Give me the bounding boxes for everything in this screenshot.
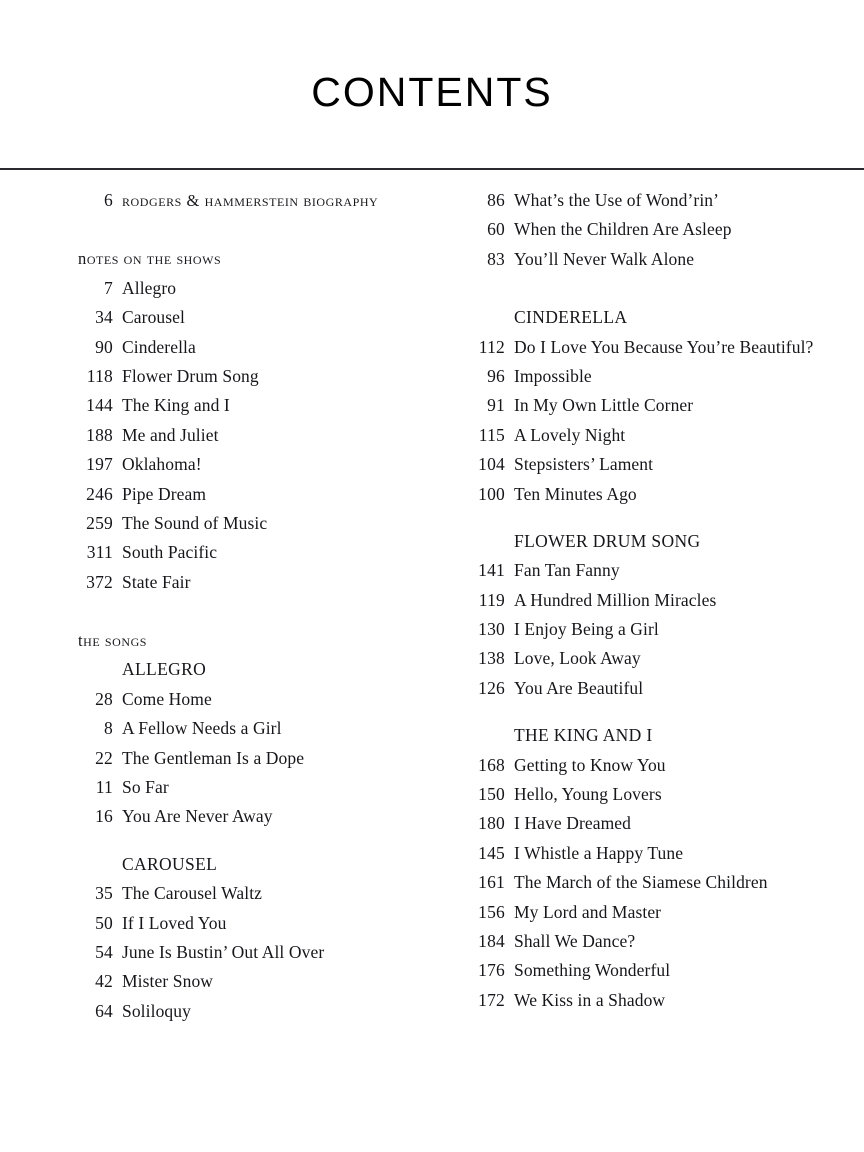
entry-label: South Pacific — [122, 542, 218, 563]
entry-label: I Have Dreamed — [514, 813, 632, 834]
list-item[interactable] — [60, 714, 440, 743]
page-number: 28 — [95, 688, 113, 709]
page-number: 246 — [86, 483, 113, 504]
list-item[interactable] — [452, 751, 842, 780]
list-item[interactable] — [452, 644, 842, 673]
list-item[interactable] — [452, 586, 842, 615]
show-heading-allegro: ALLEGRO — [122, 659, 207, 680]
page-number: 197 — [86, 454, 113, 475]
entry-label: My Lord and Master — [514, 901, 662, 922]
spacer — [60, 597, 440, 626]
page-number: 119 — [478, 589, 505, 610]
page-number: 16 — [95, 806, 113, 827]
list-item[interactable] — [60, 450, 440, 479]
list-item[interactable] — [60, 391, 440, 420]
list-item[interactable] — [60, 568, 440, 597]
list-item[interactable] — [452, 956, 842, 985]
section-heading-notes-on-the-shows: notes on the shows — [78, 249, 222, 269]
list-item[interactable] — [452, 809, 842, 838]
list-item[interactable] — [60, 773, 440, 802]
entry-label: Me and Juliet — [122, 424, 219, 445]
list-item[interactable] — [60, 274, 440, 303]
song-list-carousel-continued — [452, 186, 842, 274]
list-item[interactable] — [60, 362, 440, 391]
show-heading-carousel: CAROUSEL — [122, 853, 218, 874]
entry-label: You Are Beautiful — [514, 677, 644, 698]
list-item[interactable] — [60, 967, 440, 996]
entry-label: I Enjoy Being a Girl — [514, 619, 659, 640]
spacer — [452, 509, 842, 527]
page-number: 156 — [478, 901, 505, 922]
entry-label: A Fellow Needs a Girl — [122, 718, 282, 739]
entry-label: A Lovely Night — [514, 424, 626, 445]
list-item[interactable] — [452, 868, 842, 897]
list-item[interactable] — [452, 215, 842, 244]
list-item[interactable] — [452, 927, 842, 956]
list-item[interactable] — [60, 421, 440, 450]
page-number: 35 — [95, 883, 113, 904]
list-item[interactable] — [60, 685, 440, 714]
page-number: 130 — [478, 619, 505, 640]
page-number: 8 — [104, 718, 113, 739]
entry-label: Allegro — [122, 277, 177, 298]
list-item[interactable] — [60, 303, 440, 332]
entry-label: Fan Tan Fanny — [514, 560, 620, 581]
list-item[interactable] — [452, 898, 842, 927]
entry-label: rodgers & hammerstein biography — [122, 191, 379, 210]
toc-entry-biography[interactable] — [60, 186, 440, 215]
entry-label: Carousel — [122, 307, 186, 328]
page-number: 172 — [478, 989, 505, 1010]
page-number: 34 — [95, 307, 113, 328]
entry-label: Oklahoma! — [122, 454, 202, 475]
page-number: 22 — [95, 747, 113, 768]
list-item[interactable] — [452, 556, 842, 585]
entry-label: Do I Love You Because You’re Beautiful? — [514, 336, 814, 357]
entry-label: Stepsisters’ Lament — [514, 454, 654, 475]
entry-label: Impossible — [514, 365, 592, 386]
list-item[interactable] — [452, 615, 842, 644]
notes-list — [60, 274, 440, 597]
entry-label: So Far — [122, 777, 169, 798]
list-item[interactable] — [60, 997, 440, 1026]
show-heading-the-king-and-i: THE KING AND I — [514, 725, 653, 746]
page-number: 180 — [478, 813, 505, 834]
page-number: 104 — [478, 454, 505, 475]
list-item[interactable] — [452, 780, 842, 809]
song-list-flower-drum-song — [452, 556, 842, 703]
list-item[interactable] — [452, 986, 842, 1015]
page-number: 91 — [487, 395, 505, 416]
song-list-the-king-and-i — [452, 751, 842, 1016]
page-number: 96 — [487, 365, 505, 386]
page-number: 90 — [95, 336, 113, 357]
page-number: 126 — [478, 677, 505, 698]
entry-label: What’s the Use of Wond’rin’ — [514, 190, 720, 210]
page-number: 311 — [86, 542, 113, 563]
page-number: 115 — [478, 424, 505, 445]
song-list-allegro — [60, 685, 440, 832]
list-item[interactable] — [60, 938, 440, 967]
entry-label: The Gentleman Is a Dope — [122, 747, 305, 768]
spacer — [452, 703, 842, 721]
page-number: 138 — [478, 648, 505, 669]
page-number: 6 — [104, 190, 113, 210]
list-item[interactable] — [452, 450, 842, 479]
entry-label: We Kiss in a Shadow — [514, 989, 666, 1010]
entry-label: You’ll Never Walk Alone — [514, 248, 695, 269]
page-number: 372 — [86, 571, 113, 592]
entry-label: Pipe Dream — [122, 483, 207, 504]
entry-label: In My Own Little Corner — [514, 395, 694, 416]
page-number: 141 — [478, 560, 505, 581]
entry-label: Love, Look Away — [514, 648, 641, 669]
entry-label: Flower Drum Song — [122, 365, 259, 386]
show-heading-flower-drum-song: FLOWER DRUM SONG — [514, 530, 701, 551]
left-column — [60, 186, 440, 1026]
entry-label: State Fair — [122, 571, 191, 592]
list-item[interactable] — [452, 480, 842, 509]
page-number: 259 — [86, 512, 113, 533]
entry-label: June Is Bustin’ Out All Over — [122, 941, 325, 962]
page-number: 86 — [487, 190, 505, 210]
entry-label: The King and I — [122, 395, 230, 416]
entry-label: Mister Snow — [122, 971, 214, 992]
spacer — [60, 832, 440, 850]
entry-label: When the Children Are Asleep — [514, 219, 732, 240]
list-item[interactable] — [60, 538, 440, 567]
entry-label: Come Home — [122, 688, 212, 709]
spacer — [452, 274, 842, 303]
entry-label: You Are Never Away — [122, 806, 273, 827]
entry-label: A Hundred Million Miracles — [514, 589, 717, 610]
page-number: 112 — [478, 336, 505, 357]
show-heading-cinderella: CINDERELLA — [514, 307, 628, 328]
page-number: 118 — [86, 365, 113, 386]
page-number: 100 — [478, 483, 505, 504]
entry-label: Cinderella — [122, 336, 196, 357]
list-item[interactable] — [452, 839, 842, 868]
page-title: CONTENTS — [311, 69, 553, 115]
page-number: 161 — [478, 872, 505, 893]
page-number: 184 — [478, 930, 505, 951]
list-item[interactable] — [60, 480, 440, 509]
entry-label: I Whistle a Happy Tune — [514, 842, 684, 863]
page-number: 144 — [86, 395, 113, 416]
entry-label: If I Loved You — [122, 912, 227, 933]
section-heading-the-songs: the songs — [78, 631, 148, 651]
entry-label: Hello, Young Lovers — [514, 784, 662, 805]
page-number: 188 — [86, 424, 113, 445]
page-number: 42 — [95, 971, 113, 992]
list-item[interactable] — [60, 909, 440, 938]
list-item[interactable] — [60, 333, 440, 362]
entry-label: Shall We Dance? — [514, 930, 636, 951]
page-number: 11 — [95, 777, 113, 798]
list-item[interactable] — [452, 421, 842, 450]
list-item[interactable] — [452, 186, 842, 215]
list-item[interactable] — [452, 391, 842, 420]
entry-label: Getting to Know You — [514, 754, 666, 775]
song-list-cinderella — [452, 333, 842, 509]
entry-label: The March of the Siamese Children — [514, 872, 768, 893]
page-number: 64 — [95, 1000, 113, 1021]
list-item[interactable] — [60, 802, 440, 831]
spacer — [60, 215, 440, 244]
page-number: 60 — [487, 219, 505, 240]
song-list-carousel — [60, 879, 440, 1026]
entry-label: Something Wonderful — [514, 960, 671, 981]
list-item[interactable] — [60, 879, 440, 908]
list-item[interactable] — [452, 245, 842, 274]
page-number: 145 — [478, 842, 505, 863]
entry-label: Ten Minutes Ago — [514, 483, 637, 504]
page-number: 83 — [487, 248, 505, 269]
page-number: 50 — [95, 912, 113, 933]
entry-label: The Sound of Music — [122, 512, 268, 533]
list-item[interactable] — [452, 333, 842, 362]
list-item[interactable] — [452, 674, 842, 703]
right-column — [452, 186, 842, 1015]
page-number: 176 — [478, 960, 505, 981]
title-divider-rule — [0, 168, 864, 170]
entry-label: The Carousel Waltz — [122, 883, 263, 904]
list-item[interactable] — [60, 509, 440, 538]
list-item[interactable] — [452, 362, 842, 391]
page-number: 168 — [478, 754, 505, 775]
entry-label: Soliloquy — [122, 1000, 191, 1021]
page-number: 150 — [478, 784, 505, 805]
page-number: 54 — [95, 941, 113, 962]
list-item[interactable] — [60, 744, 440, 773]
page-number: 7 — [104, 277, 113, 298]
